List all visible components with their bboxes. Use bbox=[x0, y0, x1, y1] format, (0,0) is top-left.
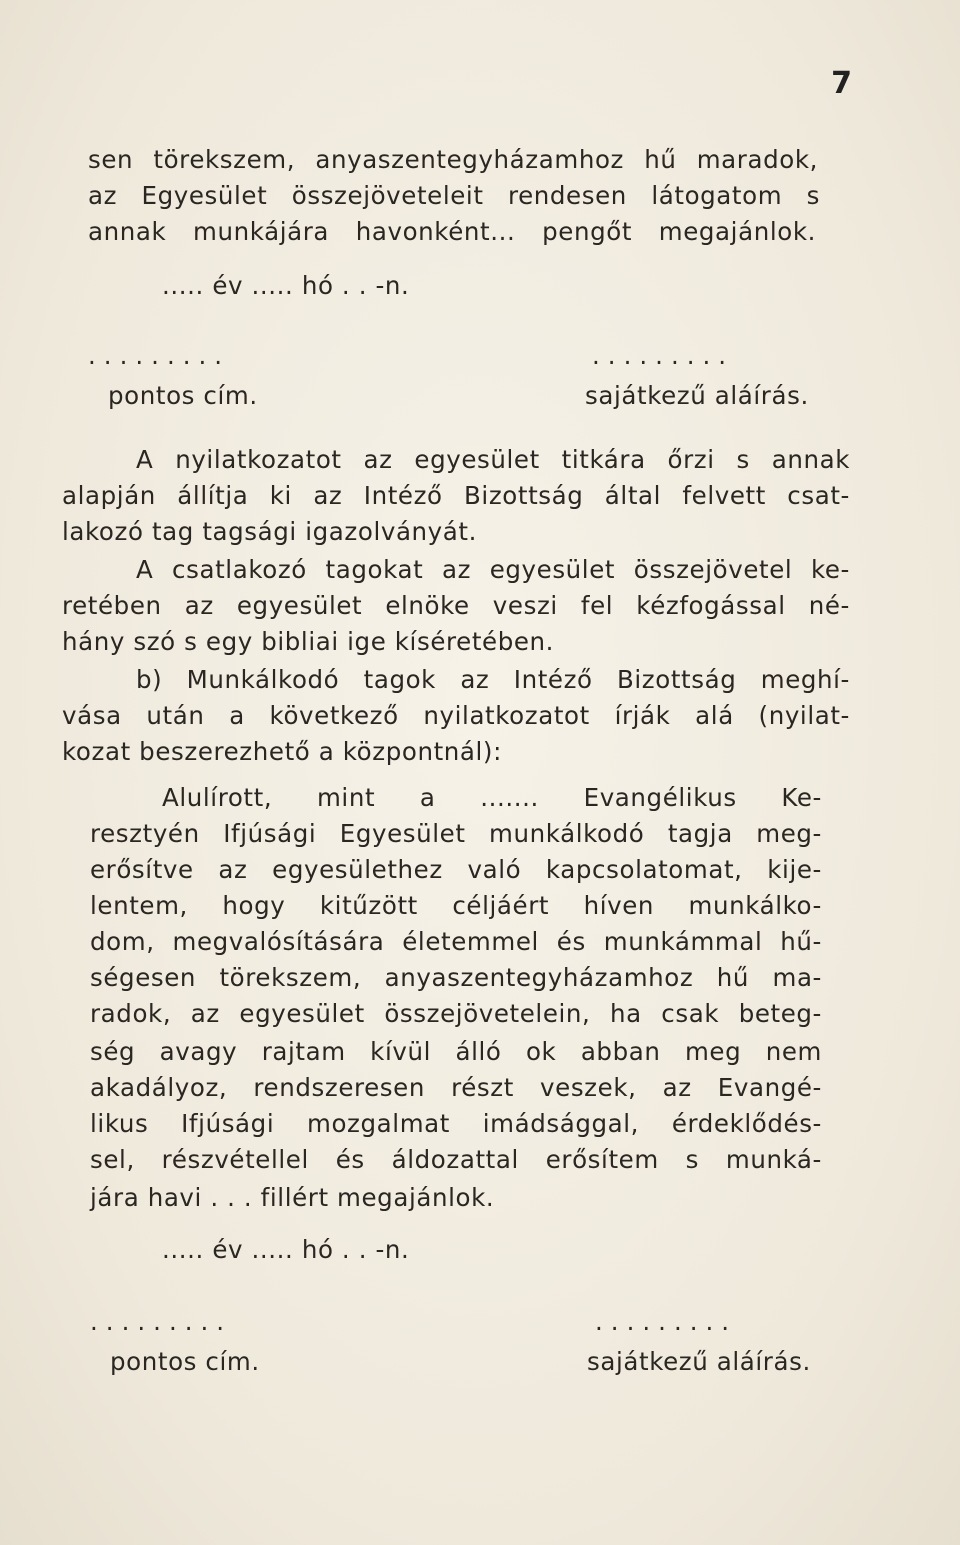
text-line: likus Ifjúsági mozgalmat imádsággal, érdeklődés- bbox=[90, 1109, 822, 1138]
text-line: sen törekszem, anyaszentegyházamhoz hű maradok, bbox=[88, 145, 818, 174]
text-line: lakozó tag tagsági igazolványát. bbox=[62, 517, 477, 546]
text-line: sel, részvétellel és áldozattal erősítem s munká- bbox=[90, 1145, 822, 1174]
text-line: akadályoz, rendszeresen részt veszek, az Evangé- bbox=[90, 1073, 822, 1102]
text-line: alapján állítja ki az Intéző Bizottság által felvett csat- bbox=[62, 481, 850, 510]
signature-dots: ......... bbox=[592, 341, 735, 370]
text-line: A nyilatkozatot az egyesület titkára őrzi s annak bbox=[136, 445, 850, 474]
date-line: ..... év ..... hó . . -n. bbox=[162, 271, 410, 300]
page-number: 7 bbox=[831, 66, 852, 101]
address-label: pontos cím. bbox=[110, 1347, 260, 1376]
signature-dots: ......... bbox=[595, 1307, 738, 1336]
text-line: kozat beszerezhető a központnál): bbox=[62, 737, 502, 766]
text-line: vása után a következő nyilatkozatot írják alá (nyilat- bbox=[62, 701, 850, 730]
text-line: b) Munkálkodó tagok az Intéző Bizottság meghí- bbox=[136, 665, 850, 694]
address-label: pontos cím. bbox=[108, 381, 258, 410]
text-line: dom, megvalósítására életemmel és munkámmal hű- bbox=[90, 927, 822, 956]
text-line: hány szó s egy bibliai ige kíséretében. bbox=[62, 627, 555, 656]
text-line: jára havi . . . fillért megajánlok. bbox=[90, 1183, 495, 1212]
signature-label: sajátkezű aláírás. bbox=[587, 1347, 811, 1376]
text-line: ség avagy rajtam kívül álló ok abban meg nem bbox=[90, 1037, 822, 1066]
date-line: ..... év ..... hó . . -n. bbox=[162, 1235, 410, 1264]
text-line: erősítve az egyesülethez való kapcsolatomat, kije- bbox=[90, 855, 822, 884]
address-dots: ......... bbox=[90, 1307, 233, 1336]
text-line: ségesen törekszem, anyaszentegyházamhoz hű ma- bbox=[90, 963, 822, 992]
address-dots: ......... bbox=[88, 341, 231, 370]
text-line: annak munkájára havonként... pengőt megajánlok. bbox=[88, 217, 816, 246]
text-line: A csatlakozó tagokat az egyesület összejövetel ke- bbox=[136, 555, 850, 584]
text-line: az Egyesület összejöveteleit rendesen látogatom s bbox=[88, 181, 820, 210]
text-line: Alulírott, mint a ....... Evangélikus Ke- bbox=[162, 783, 822, 812]
signature-label: sajátkezű aláírás. bbox=[585, 381, 809, 410]
text-line: lentem, hogy kitűzött céljáért híven munkálko- bbox=[90, 891, 822, 920]
text-line: resztyén Ifjúsági Egyesület munkálkodó tagja meg- bbox=[90, 819, 822, 848]
text-line: radok, az egyesület összejövetelein, ha csak beteg- bbox=[90, 999, 822, 1028]
text-line: retében az egyesület elnöke veszi fel kézfogással né- bbox=[62, 591, 850, 620]
